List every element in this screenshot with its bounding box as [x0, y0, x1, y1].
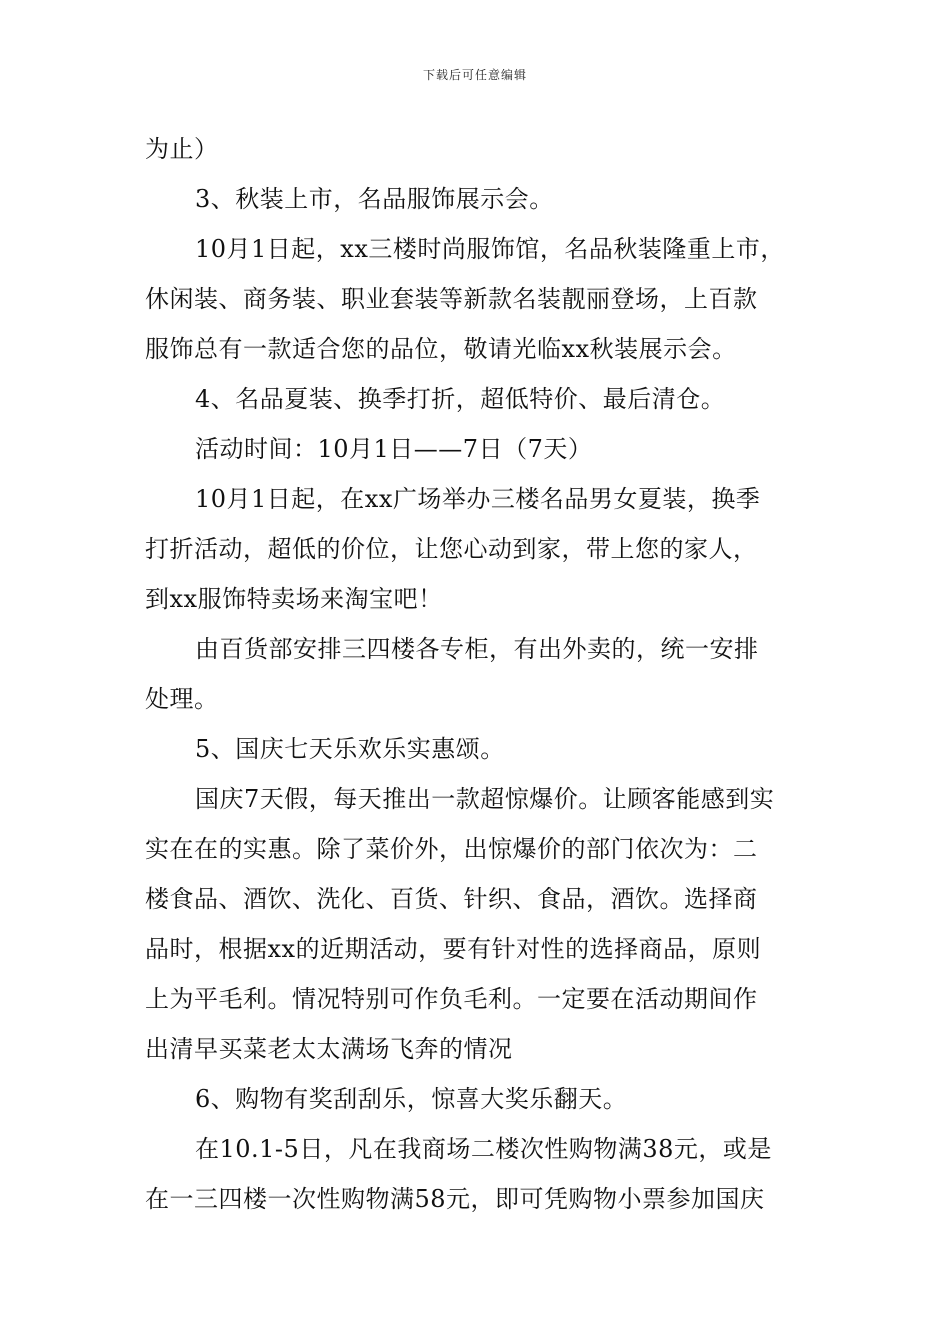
text-line: 楼食品、酒饮、洗化、百货、针织、食品，酒饮。选择商 [145, 885, 758, 913]
section-heading-4: 4、名品夏装、换季打折，超低特价、最后清仓。 [195, 385, 726, 413]
section-heading-5: 5、国庆七天乐欢乐实惠颂。 [195, 735, 505, 763]
text-line: 休闲装、商务装、职业套装等新款名装靓丽登场，上百款 [145, 285, 758, 313]
text-line: 处理。 [145, 685, 219, 713]
text-line: 10月1日起，在xx广场举办三楼名品男女夏装，换季 [195, 485, 761, 513]
text-line: 到xx服饰特卖场来淘宝吧！ [145, 585, 443, 613]
page-header: 下载后可任意编辑 [422, 68, 527, 82]
text-line: 由百货部安排三四楼各专柜，有出外卖的，统一安排 [195, 635, 759, 663]
text-line: 打折活动，超低的价位，让您心动到家，带上您的家人， [145, 535, 758, 563]
section-heading-3: 3、秋装上市，名品服饰展示会。 [195, 185, 554, 213]
text-line: 出清早买菜老太太满场飞奔的情况 [145, 1035, 513, 1063]
text-line: 10月1日起，xx三楼时尚服饰馆，名品秋装隆重上市， [195, 235, 785, 263]
text-line: 国庆7天假，每天推出一款超惊爆价。让顾客能感到实 [195, 785, 775, 813]
text-line: 实在在的实惠。除了菜价外，出惊爆价的部门依次为：二 [145, 835, 758, 863]
text-line: 在一三四楼一次性购物满58元，即可凭购物小票参加国庆 [145, 1185, 765, 1213]
text-line: 品时，根据xx的近期活动，要有针对性的选择商品，原则 [145, 935, 762, 963]
document-body [145, 124, 825, 1224]
text-line: 在10.1-5日，凡在我商场二楼次性购物满38元，或是 [195, 1135, 772, 1163]
text-line: 服饰总有一款适合您的品位，敬请光临xx秋装展示会。 [145, 335, 737, 363]
text-line: 活动时间：10月1日——7日（7天） [195, 435, 593, 463]
text-line: 为止） [145, 135, 219, 163]
section-heading-6: 6、购物有奖刮刮乐，惊喜大奖乐翻天。 [195, 1085, 628, 1113]
text-line: 上为平毛利。情况特别可作负毛利。一定要在活动期间作 [145, 985, 758, 1013]
